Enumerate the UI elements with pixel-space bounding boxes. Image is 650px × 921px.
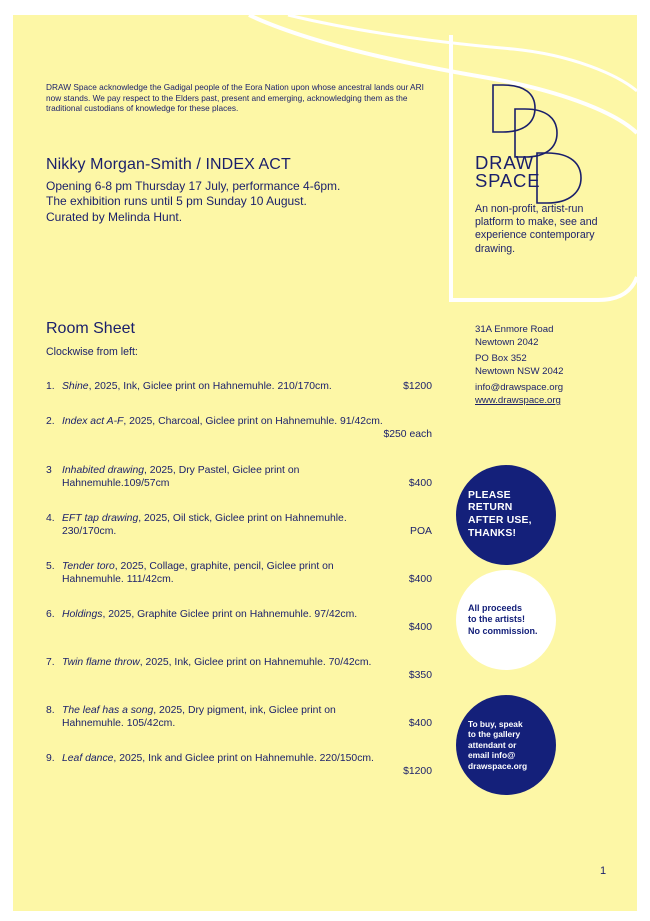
work-title: Leaf dance [62, 753, 114, 764]
address-line1: 31A Enmore Road [475, 324, 554, 335]
brand-wordmark [475, 154, 540, 190]
work-price: $400 [408, 478, 432, 490]
work-number: 1. [46, 381, 55, 392]
work-title: Shine [62, 381, 89, 392]
contact-email: info@drawspace.org [475, 382, 564, 394]
proceeds-notice-line: All proceeds [468, 602, 523, 613]
room-sheet-page [13, 15, 637, 911]
work-price: $1200 [403, 766, 432, 778]
work-price: $400 [408, 574, 432, 586]
work-details: , 2025, Collage, graphite, pencil, Giclee print on Hahnemuhle. 111/42cm. [62, 561, 334, 586]
return-notice-line: PLEASE [468, 489, 511, 501]
work-number: 3 [46, 465, 52, 476]
opening-info: Opening 6-8 pm Thursday 17 July, performance 4-6pm. [46, 179, 341, 193]
curator-credit: Curated by Melinda Hunt. [46, 209, 183, 224]
work-title: Index act A-F [62, 416, 124, 427]
work-description [62, 656, 392, 669]
work-details: , 2025, Dry pigment, ink, Giclee print on Hahnemuhle. 105/42cm. [62, 705, 336, 730]
work-price: $250 each [383, 429, 432, 441]
purchase-notice-line: to the gallery [468, 729, 521, 740]
work-price: $350 [408, 670, 432, 682]
work-title: Holdings [62, 609, 103, 620]
work-description [62, 464, 392, 491]
work-price: $1200 [403, 381, 432, 392]
room-sheet-title: Room Sheet [46, 320, 135, 337]
work-description [62, 608, 392, 621]
work-description [62, 704, 392, 731]
purchase-notice-line: drawspace.org [468, 760, 528, 771]
work-title: Tender toro [62, 561, 115, 572]
brand-tagline: An non-profit, artist-run platform to make, see and experience contemporary drawing. [475, 203, 598, 255]
return-notice-line: RETURN [468, 502, 513, 514]
work-number: 5. [46, 561, 55, 572]
return-notice-line: AFTER USE, [468, 515, 532, 526]
work-number: 6. [46, 609, 55, 620]
exhibition-title: Nikky Morgan-Smith / INDEX ACT [46, 156, 291, 173]
return-notice-line: THANKS! [468, 527, 517, 539]
po-box-line1: PO Box 352 [475, 353, 527, 365]
address-line2: Newtown 2042 [475, 336, 539, 348]
work-details: , 2025, Charcoal, Giclee print on Hahnemuhle. 91/42cm. [123, 416, 383, 427]
brand-name-line2: SPACE [475, 170, 541, 191]
po-box-line2: Newtown NSW 2042 [475, 365, 564, 377]
website-link[interactable]: www.drawspace.org [475, 394, 561, 406]
work-number: 9. [46, 753, 55, 764]
work-description [62, 752, 392, 765]
work-title: Twin flame throw [62, 657, 140, 668]
purchase-notice-line: email info@ [468, 750, 516, 761]
work-title: EFT tap drawing [62, 513, 139, 524]
work-number: 8. [46, 705, 55, 716]
work-title: The leaf has a song [62, 705, 154, 716]
purchase-notice-badge [456, 695, 556, 795]
proceeds-notice-line: to the artists! [468, 614, 526, 625]
work-details: , 2025, Ink, Giclee print on Hahnemuhle. 70/42cm. [139, 657, 372, 668]
work-description [62, 512, 392, 539]
page-number: 1 [600, 865, 607, 877]
purchase-notice-line: attendant or [468, 739, 517, 750]
work-price: $400 [408, 718, 432, 730]
purchase-notice-line: To buy, speak [468, 718, 523, 729]
acknowledgement-text: DRAW Space acknowledge the Gadigal people of the Eora Nation upon whose ancestral lands our ARI now stands. We pay respect to the Elders past, present and emerging, acknowledging them as the traditional custodians of knowledge for these places. [46, 82, 424, 114]
work-details: , 2025, Dry Pastel, Giclee print on Hahnemuhle.109/57cm [62, 465, 300, 490]
proceeds-notice-line: No commission. [468, 625, 538, 636]
proceeds-notice-badge [456, 570, 556, 670]
run-dates: The exhibition runs until 5 pm Sunday 10 August. [46, 194, 307, 209]
return-notice-badge [456, 465, 556, 565]
work-price: POA [410, 526, 432, 538]
work-details: , 2025, Oil stick, Giclee print on Hahnemuhle. 230/170cm. [62, 513, 347, 538]
work-number: 2. [46, 416, 55, 427]
work-number: 4. [46, 513, 55, 524]
work-description [62, 380, 392, 393]
work-details: , 2025, Ink and Giclee print on Hahnemuhle. 220/150cm. [113, 753, 374, 764]
work-price: $400 [408, 622, 432, 634]
contact-block [475, 324, 615, 408]
room-sheet-subtitle: Clockwise from left: [46, 346, 138, 358]
brand-name-line1: DRAW [475, 152, 535, 173]
work-details: , 2025, Graphite Giclee print on Hahnemuhle. 97/42cm. [102, 609, 358, 620]
work-number: 7. [46, 657, 55, 668]
work-description [62, 415, 392, 428]
exhibition-details [46, 179, 406, 225]
work-title: Inhabited drawing [62, 465, 145, 476]
work-details: , 2025, Ink, Giclee print on Hahnemuhle. 210/170cm. [88, 381, 332, 392]
work-description [62, 560, 392, 587]
